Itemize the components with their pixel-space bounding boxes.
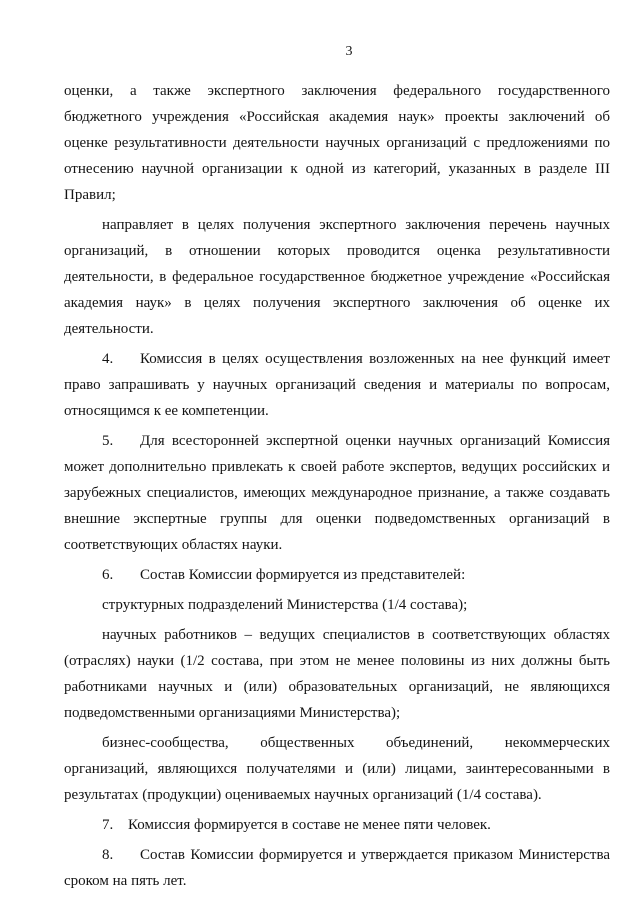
paragraph-text: оценки, а также экспертного заключения федерального государственного бюджетного учреждения «Российская академия наук» проекты заключений об оценке результативности деятельности научных организаций с предложениями по отнесению научной организации к одной из категорий, указанных в разделе III Правил; [64,83,610,203]
paragraph-business [64,730,610,808]
paragraph-text: Для всесторонней экспертной оценки научных организаций Комиссия может дополнительно привлекать к своей работе экспертов, ведущих российских и зарубежных специалистов, имеющих международное признание, а также создавать внешние экспертные группы для оценки подведомственных организаций в соответствующих областях науки. [64,433,610,553]
paragraph-directs-list [64,212,610,342]
paragraph-structural-units [64,592,610,618]
paragraph-6 [64,562,610,588]
paragraph-7 [64,812,610,838]
paragraph-5 [64,428,610,558]
paragraph-number: 6. [102,567,114,583]
paragraph-text: научных работников – ведущих специалистов в соответствующих областях (отраслях) науки (1/2 состава, при этом не менее половины из них должны быть работниками научных и (или) образовательных организаций, не являющихся подведомственными организациями Министерства); [64,627,610,721]
paragraph-text: Комиссия в целях осуществления возложенных на нее функций имеет право запрашивать у научных организаций сведения и материалы по вопросам, относящимся к ее компетенции. [64,351,610,419]
paragraph-8 [64,842,610,894]
paragraph-text: структурных подразделений Министерства (1/4 состава); [102,597,468,613]
paragraph-text: Комиссия формируется в составе не менее пяти человек. [128,817,491,833]
paragraph-number: 8. [102,847,114,863]
paragraph-scientists [64,622,610,726]
page-number: 3 [345,44,353,59]
paragraph-text: Состав Комиссии формируется из представителей: [140,567,466,583]
paragraph-text: бизнес-сообщества, общественных объединений, некоммерческих организаций, являющихся получателями и (или) лицами, заинтересованными в результатах (продукции) оцениваемых научных организаций (1/4 состава). [64,735,610,803]
paragraph-number: 5. [102,433,114,449]
paragraph-continuation [64,78,610,208]
paragraph-text: Состав Комиссии формируется и утверждается приказом Министерства сроком на пять лет. [64,847,610,889]
paragraph-text: направляет в целях получения экспертного заключения перечень научных организаций, в отношении которых проводится оценка результативности деятельности, в федеральное государственное бюджетное учреждение «Российская академия наук» в целях получения экспертного заключения об оценке их деятельности. [64,217,610,337]
paragraph-number: 7. [102,817,114,833]
paragraph-number: 4. [102,351,114,367]
document-body [64,78,610,894]
paragraph-4 [64,346,610,424]
